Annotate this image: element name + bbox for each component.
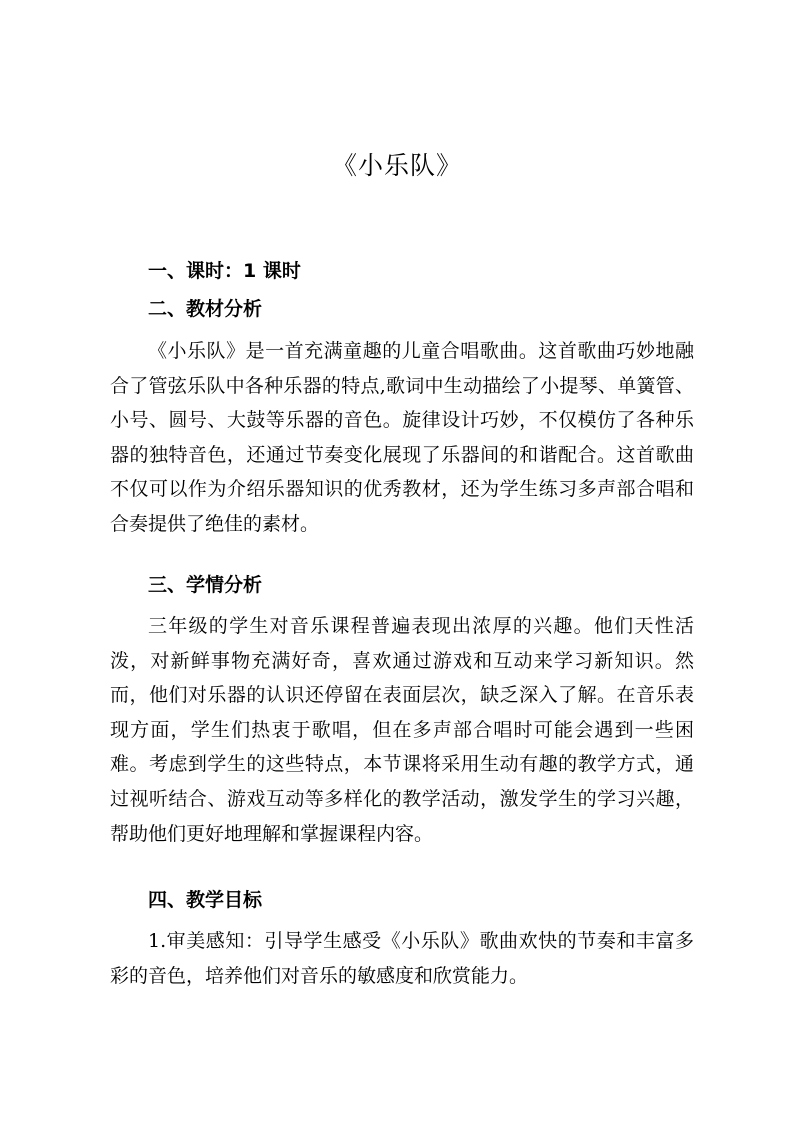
document-title: 《小乐队》 — [331, 151, 462, 180]
section-heading-class-hours: 一、课时：1 课时 — [148, 260, 301, 282]
section-heading-material-analysis: 二、教材分析 — [148, 298, 263, 320]
section-heading-teaching-objectives: 四、教学目标 — [148, 889, 263, 911]
material-analysis-paragraph: 《小乐队》是一首充满童趣的儿童合唱歌曲。这首歌曲巧妙地融合了管弦乐队中各种乐器的特点,歌词中生动描绘了小提琴、单簧管、小号、圆号、大鼓等乐器的音色。旋律设计巧妙，不仅模仿了各种乐器的独特音色，还通过节奏变化展现了乐器间的和谐配合。这首歌曲不仅可以作为介绍乐器知识的优秀教材，还为学生练习多声部合唱和合奏提供了绝佳的素材。 — [110, 340, 694, 535]
section-heading-student-analysis: 三、学情分析 — [148, 574, 263, 596]
teaching-objective-item: 1.审美感知：引导学生感受《小乐队》歌曲欢快的节奏和丰富多彩的音色，培养他们对音乐的敏感度和欣赏能力。 — [110, 930, 694, 987]
student-analysis-paragraph: 三年级的学生对音乐课程普遍表现出浓厚的兴趣。他们天性活泼，对新鲜事物充满好奇，喜欢通过游戏和互动来学习新知识。然而，他们对乐器的认识还停留在表面层次，缺乏深入了解。在音乐表现方面，学生们热衷于歌唱，但在多声部合唱时可能会遇到一些困难。考虑到学生的这些特点，本节课将采用生动有趣的教学方式，通过视听结合、游戏互动等多样化的教学活动，激发学生的学习兴趣，帮助他们更好地理解和掌握课程内容。 — [110, 615, 694, 845]
